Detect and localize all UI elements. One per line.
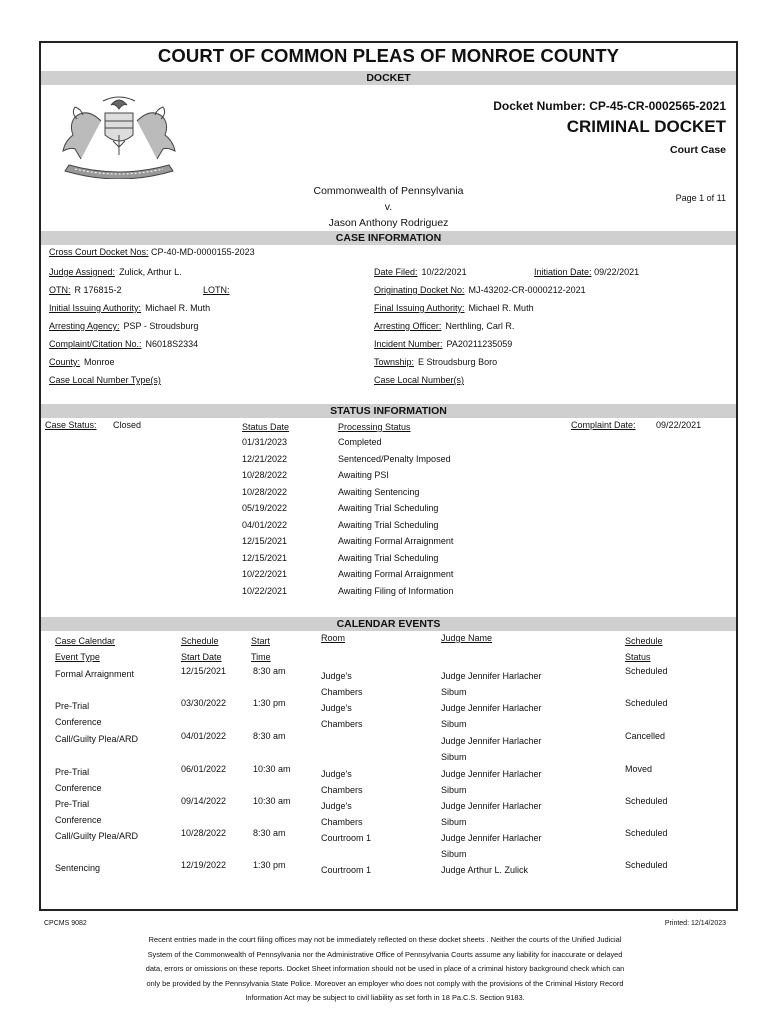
field-value: Michael R. Muth <box>468 303 534 313</box>
initiation-label: Initiation Date: <box>534 267 592 277</box>
event-type <box>55 698 102 730</box>
cal-header-date <box>181 633 222 665</box>
status-date: 12/15/2021 <box>242 552 288 563</box>
judge-name-line: Judge Jennifer Harlacher <box>441 703 542 713</box>
schedule-status: Scheduled <box>625 860 668 870</box>
case-type: Court Case <box>669 144 726 156</box>
event-type-line: Conference <box>55 815 102 825</box>
cal-header-judge: Judge Name <box>441 633 493 643</box>
status-date: 10/28/2022 <box>242 470 288 480</box>
defendant: Jason Anthony Rodriguez <box>328 217 449 229</box>
cross-court-docket <box>49 247 255 257</box>
case-info-field <box>374 357 497 367</box>
initiation-date <box>534 267 639 277</box>
room-line: Judge's <box>321 671 352 681</box>
event-type-line: Conference <box>55 783 102 793</box>
room <box>321 668 363 700</box>
start-time: 10:30 am <box>253 796 291 806</box>
complaint-label: Complaint Date: <box>571 420 636 430</box>
case-info-field <box>374 339 512 349</box>
judge-name-line: Judge Jennifer Harlacher <box>441 671 542 681</box>
field-label: Date Filed: <box>374 267 418 277</box>
room-line: Judge's <box>321 703 352 713</box>
judge-name-line: Judge Arthur L. Zulick <box>441 865 529 875</box>
cal-header-time <box>251 633 271 665</box>
case-info-field <box>374 321 514 331</box>
start-time: 8:30 am <box>253 731 286 741</box>
event-type-line: Pre-Trial <box>55 767 90 777</box>
start-time: 10:30 am <box>253 764 291 774</box>
field-value: R 176815-2 <box>74 285 122 295</box>
cal-header-date-2: Start Date <box>181 652 222 662</box>
judge-name <box>441 862 528 878</box>
start-date: 04/01/2022 <box>181 731 227 741</box>
case-info-field <box>374 267 467 277</box>
case-info-field <box>49 267 182 277</box>
room <box>321 830 371 846</box>
versus: v. <box>384 201 393 213</box>
cal-header-time-1: Start <box>251 636 271 646</box>
room-line: Courtroom 1 <box>321 865 372 875</box>
event-type-line: Call/Guilty Plea/ARD <box>55 831 139 841</box>
judge-name-line: Sibum <box>441 719 467 729</box>
cross-court-value: CP-40-MD-0000155-2023 <box>151 247 255 257</box>
judge-name-line: Sibum <box>441 849 467 859</box>
disclaimer-line: data, errors or omissions on these reports. Docket Sheet information should not be used in place of a criminal history background check which can <box>145 964 625 974</box>
room-line: Judge's <box>321 769 352 779</box>
docket-section-bar: DOCKET <box>41 71 736 85</box>
judge-name-line: Judge Jennifer Harlacher <box>441 833 542 843</box>
start-date: 09/14/2022 <box>181 796 227 806</box>
lotn-label: LOTN: <box>203 285 230 295</box>
event-type <box>55 828 138 844</box>
field-label: Township: <box>374 357 415 367</box>
calendar-bar: CALENDAR EVENTS <box>41 617 736 631</box>
start-time: 1:30 pm <box>253 698 286 708</box>
docket-type: CRIMINAL DOCKET <box>566 117 726 136</box>
room <box>321 798 363 830</box>
case-caption <box>41 183 736 231</box>
start-date: 12/15/2021 <box>181 666 227 676</box>
field-label: Judge Assigned: <box>49 267 116 277</box>
room <box>321 766 363 798</box>
room-line: Chambers <box>321 817 363 827</box>
status-date: 12/21/2022 <box>242 453 288 464</box>
processing-status: Completed <box>338 437 382 447</box>
event-type-line: Conference <box>55 717 102 727</box>
status-date: 05/19/2022 <box>242 503 288 513</box>
field-value: Michael R. Muth <box>145 303 211 313</box>
field-label: Originating Docket No: <box>374 285 465 295</box>
disclaimer-line: System of the Commonwealth of Pennsylvania nor the Administrative Office of Pennsylvania Courts assume any liability for inaccurate or delayed <box>147 949 623 959</box>
docket-number: Docket Number: CP-45-CR-0002565-2021 <box>493 99 726 113</box>
event-type <box>55 860 100 876</box>
field-value: 10/22/2021 <box>421 267 467 277</box>
status-info-bar: STATUS INFORMATION <box>41 404 736 418</box>
event-type-line: Sentencing <box>55 863 101 873</box>
event-type-line: Call/Guilty Plea/ARD <box>55 734 139 744</box>
disclaimer-line: Information Act may be subject to civil liability as set forth in 18 Pa.C.S. Section 9183. <box>245 993 525 1003</box>
event-type-line: Pre-Trial <box>55 701 90 711</box>
event-type-line: Pre-Trial <box>55 799 90 809</box>
judge-name <box>441 798 542 830</box>
cal-header-event <box>55 633 115 665</box>
field-value: Zulick, Arthur L. <box>119 267 182 277</box>
field-value: E Stroudsburg Boro <box>418 357 498 367</box>
judge-name <box>441 700 542 732</box>
complaint-date <box>571 420 701 430</box>
judge-name <box>441 733 542 765</box>
field-label: Case Local Number Type(s) <box>49 375 161 385</box>
processing-status: Sentenced/Penalty Imposed <box>338 453 451 464</box>
start-time: 1:30 pm <box>253 860 286 870</box>
cal-header-status-1: Schedule <box>625 636 663 646</box>
field-label: County: <box>49 357 81 367</box>
field-value: Nerthling, Carl R. <box>445 321 515 331</box>
field-label: Arresting Agency: <box>49 321 120 331</box>
processing-status: Awaiting Formal Arraignment <box>338 536 454 546</box>
cal-header-time-2: Time <box>251 652 271 662</box>
case-info-bar: CASE INFORMATION <box>41 231 736 245</box>
start-date: 12/19/2022 <box>181 860 227 870</box>
disclaimer-line: only be provided by the Pennsylvania State Police. Moreover an employer who does not comply with the provisions of the Criminal History Record <box>146 978 624 988</box>
room-line: Courtroom 1 <box>321 833 372 843</box>
case-info-field <box>49 303 210 313</box>
case-info-field <box>49 339 198 349</box>
start-time: 8:30 am <box>253 828 286 838</box>
status-date: 04/01/2022 <box>242 519 288 530</box>
court-title: COURT OF COMMON PLEAS OF MONROE COUNTY <box>157 45 620 66</box>
pennsylvania-seal-icon <box>55 91 183 179</box>
field-value: PA20211235059 <box>446 339 513 349</box>
processing-status: Awaiting Filing of Information <box>338 585 454 596</box>
judge-name <box>441 766 542 798</box>
start-time: 8:30 am <box>253 666 286 676</box>
form-id: CPCMS 9082 <box>44 920 87 927</box>
room <box>321 700 363 732</box>
status-date: 10/22/2021 <box>242 585 288 596</box>
processing-status: Awaiting Trial Scheduling <box>338 503 439 513</box>
event-type-line: Formal Arraignment <box>55 669 135 679</box>
case-info-field <box>374 375 468 385</box>
complaint-value: 09/22/2021 <box>656 420 702 430</box>
field-label: Initial Issuing Authority: <box>49 303 142 313</box>
field-label: Final Issuing Authority: <box>374 303 465 313</box>
cal-header-status <box>625 633 663 665</box>
processing-status: Awaiting Formal Arraignment <box>338 569 454 579</box>
schedule-status: Scheduled <box>625 666 668 676</box>
judge-name-line: Sibum <box>441 785 467 795</box>
disclaimer-line: Recent entries made in the court filing offices may not be immediately reflected on these docket sheets . Neither the courts of the Unified Judicial <box>148 935 622 944</box>
field-label: Arresting Officer: <box>374 321 442 331</box>
event-type <box>55 731 138 747</box>
cal-header-room: Room <box>321 633 346 643</box>
disclaimer <box>40 933 730 1006</box>
start-date: 10/28/2022 <box>181 828 227 838</box>
field-label: Case Local Number(s) <box>374 375 465 385</box>
printed-date: Printed: 12/14/2023 <box>664 920 726 927</box>
field-value: MJ-43202-CR-0000212-2021 <box>468 285 586 295</box>
processing-status: Awaiting PSI <box>338 470 389 480</box>
cal-header-event-2: Event Type <box>55 652 100 662</box>
cal-header-date-1: Schedule <box>181 636 219 646</box>
schedule-status: Cancelled <box>625 731 666 741</box>
room-line: Judge's <box>321 801 352 811</box>
case-status-value: Closed <box>113 420 142 430</box>
initiation-value: 09/22/2021 <box>594 267 640 277</box>
room-line: Chambers <box>321 719 363 729</box>
case-info-field <box>49 357 115 367</box>
plaintiff: Commonwealth of Pennsylvania <box>313 185 464 197</box>
docket-sheet <box>39 41 738 911</box>
judge-name-line: Judge Jennifer Harlacher <box>441 769 542 779</box>
start-date: 03/30/2022 <box>181 698 227 708</box>
judge-name <box>441 830 542 862</box>
status-date: 01/31/2023 <box>242 437 288 447</box>
schedule-status: Scheduled <box>625 796 668 806</box>
page-indicator: Page 1 of 11 <box>675 193 726 203</box>
room-line: Chambers <box>321 785 363 795</box>
schedule-status: Scheduled <box>625 828 668 838</box>
judge-name-line: Sibum <box>441 752 467 762</box>
case-info-field <box>49 375 165 385</box>
event-type <box>55 764 102 796</box>
status-date: 10/28/2022 <box>242 486 288 497</box>
case-status-label: Case Status: <box>45 420 97 430</box>
event-type <box>55 796 102 828</box>
processing-status: Awaiting Sentencing <box>338 486 420 497</box>
field-value: Monroe <box>84 357 115 367</box>
status-date: 10/22/2021 <box>242 569 288 579</box>
field-label: OTN: <box>49 285 71 295</box>
room <box>321 862 371 878</box>
processing-status: Awaiting Trial Scheduling <box>338 519 439 530</box>
processing-status-header: Processing Status <box>338 422 411 432</box>
processing-status: Awaiting Trial Scheduling <box>338 552 439 563</box>
cross-court-label: Cross Court Docket Nos: <box>49 247 149 257</box>
judge-name-line: Sibum <box>441 817 467 827</box>
field-label: Complaint/Citation No.: <box>49 339 142 349</box>
event-type <box>55 666 134 682</box>
status-date: 12/15/2021 <box>242 536 288 546</box>
start-date: 06/01/2022 <box>181 764 227 774</box>
status-date-header: Status Date <box>242 422 290 432</box>
schedule-status: Scheduled <box>625 698 668 708</box>
case-info-field <box>49 321 198 331</box>
cal-header-status-2: Status <box>625 652 651 662</box>
case-info-field <box>374 303 534 313</box>
judge-name-line: Judge Jennifer Harlacher <box>441 736 542 746</box>
room-line: Chambers <box>321 687 363 697</box>
judge-name-line: Sibum <box>441 687 467 697</box>
case-info-field <box>49 285 122 295</box>
cal-header-event-1: Case Calendar <box>55 636 116 646</box>
field-value: PSP - Stroudsburg <box>123 321 199 331</box>
case-info-field <box>374 285 586 295</box>
case-status <box>45 420 141 430</box>
schedule-status: Moved <box>625 764 653 774</box>
judge-name <box>441 668 542 700</box>
field-label: Incident Number: <box>374 339 443 349</box>
judge-name-line: Judge Jennifer Harlacher <box>441 801 542 811</box>
field-value: N6018S2334 <box>145 339 199 349</box>
